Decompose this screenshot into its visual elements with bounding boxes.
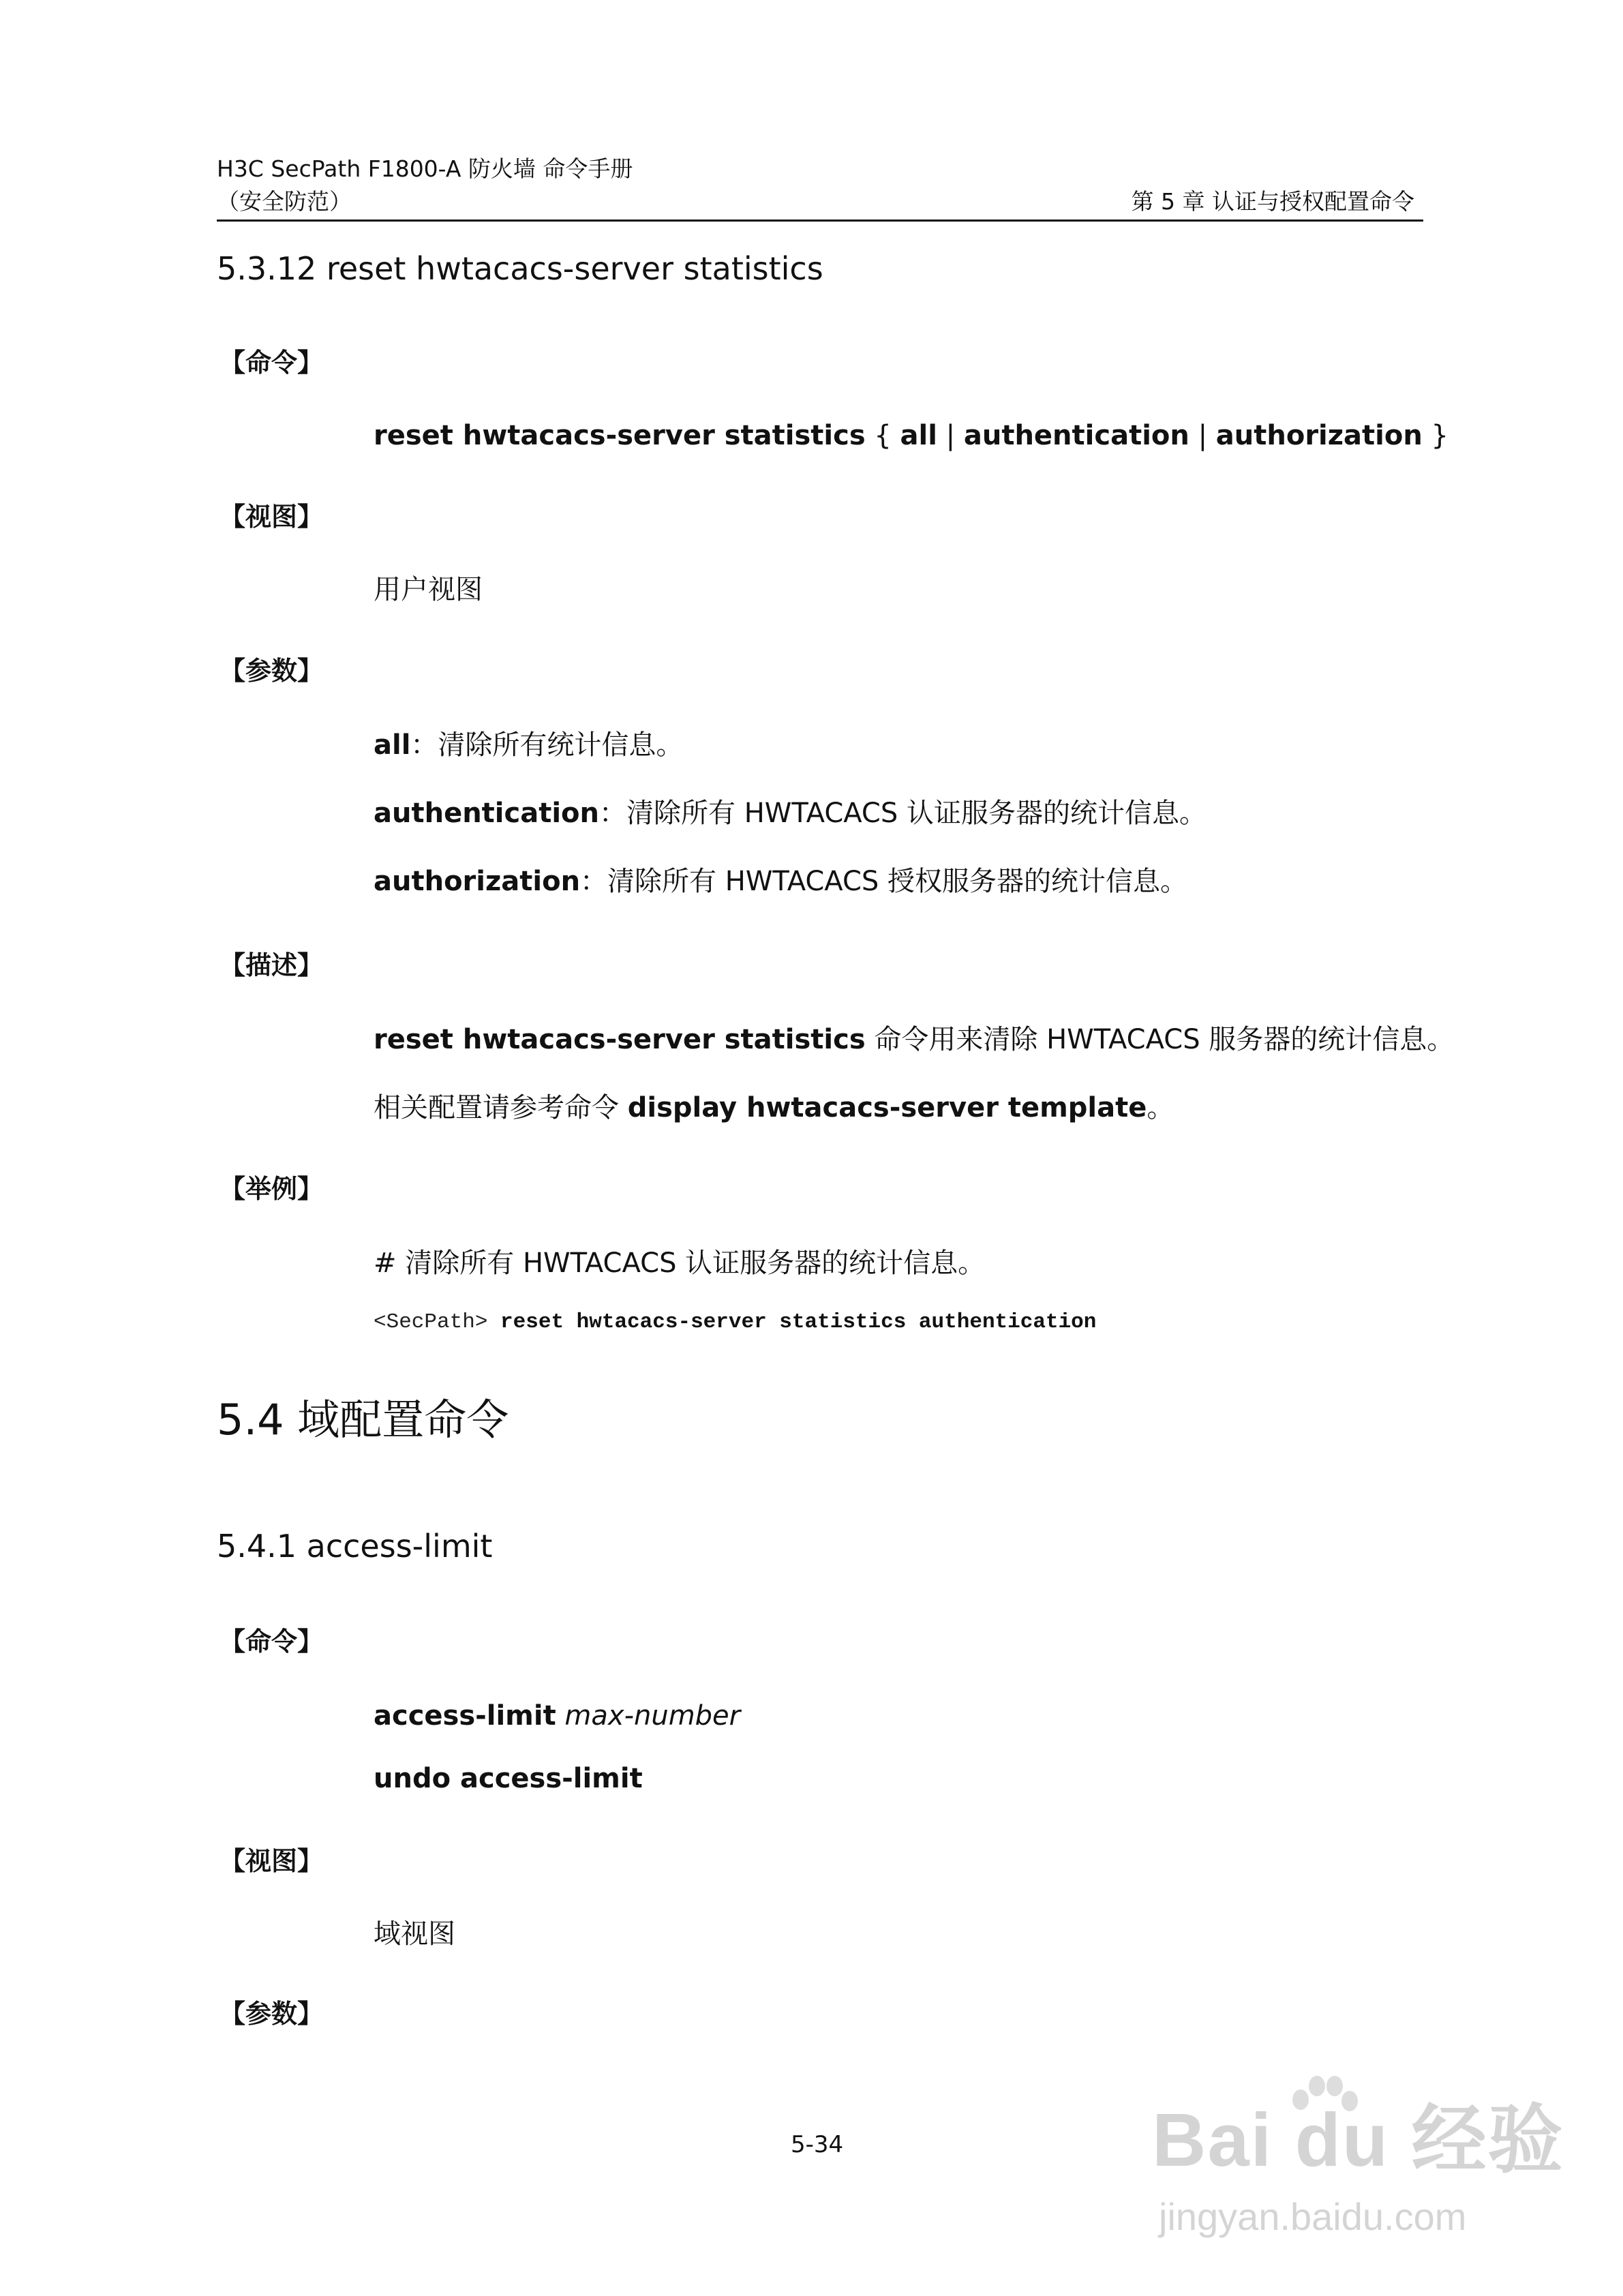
param-name: all	[374, 729, 411, 761]
params-label: 【参数】	[219, 1999, 324, 2029]
param-desc: ：清除所有 HWTACACS 认证服务器的统计信息。	[599, 798, 1207, 829]
param-item	[374, 864, 1187, 898]
command-keyword: access-limit	[374, 1700, 556, 1732]
param-desc: ：清除所有 HWTACACS 授权服务器的统计信息。	[580, 866, 1188, 897]
command-separator: |	[1189, 420, 1216, 451]
command-option-all: all	[900, 420, 937, 451]
header-product-subtitle: （安全防范）	[217, 188, 352, 215]
param-item	[374, 796, 1207, 830]
param-name: authentication	[374, 798, 599, 829]
watermark-logo: Bai du 经验	[1152, 2098, 1564, 2182]
command-option-authorization: authorization	[1215, 420, 1423, 451]
param-desc: ：清除所有统计信息。	[410, 729, 684, 761]
example-prompt: <SecPath>	[374, 1310, 501, 1334]
description-command: reset hwtacacs-server statistics	[374, 1024, 866, 1055]
section-heading-5-4-1: 5.4.1 access-limit	[217, 1528, 493, 1565]
command-brace-close: }	[1422, 420, 1448, 451]
view-value: 域视图	[374, 1918, 455, 1950]
command-option-authentication: authentication	[963, 420, 1189, 451]
param-item	[374, 728, 683, 762]
section-heading-5-3-12: 5.3.12 reset hwtacacs-server statistics	[217, 250, 823, 287]
related-config-text	[374, 1091, 1174, 1125]
command-label: 【命令】	[219, 1627, 324, 1657]
command-brace-open: {	[865, 420, 900, 451]
params-label: 【参数】	[219, 656, 324, 686]
command-keyword: reset hwtacacs-server statistics	[374, 420, 866, 451]
header-chapter-title: 第 5 章 认证与授权配置命令	[1131, 188, 1414, 215]
command-argument: max-number	[556, 1700, 741, 1732]
view-label: 【视图】	[219, 502, 324, 532]
description-text	[374, 1023, 1454, 1057]
command-undo-syntax: undo access-limit	[374, 1763, 643, 1794]
example-command: reset hwtacacs-server statistics authentication	[500, 1310, 1097, 1334]
param-name: authorization	[374, 866, 581, 897]
header-rule	[217, 220, 1423, 222]
description-label: 【描述】	[219, 950, 324, 980]
description-body: 命令用来清除 HWTACACS 服务器的统计信息。	[865, 1024, 1455, 1055]
example-comment: # 清除所有 HWTACACS 认证服务器的统计信息。	[374, 1248, 986, 1279]
page-number: 5-34	[791, 2131, 844, 2158]
section-heading-5-4: 5.4 域配置命令	[217, 1395, 509, 1445]
example-code	[374, 1309, 1096, 1336]
related-prefix: 相关配置请参考命令	[374, 1092, 628, 1123]
command-label: 【命令】	[219, 348, 324, 378]
view-value: 用户视图	[374, 574, 483, 605]
related-command: display hwtacacs-server template	[627, 1092, 1147, 1123]
command-syntax	[374, 419, 1448, 453]
header-product-title: H3C SecPath F1800-A 防火墙 命令手册	[217, 155, 633, 182]
view-label: 【视图】	[219, 1846, 324, 1876]
command-separator: |	[937, 420, 964, 451]
example-label: 【举例】	[219, 1174, 324, 1204]
watermark-url: jingyan.baidu.com	[1159, 2195, 1467, 2238]
related-suffix: 。	[1147, 1092, 1174, 1123]
command-syntax	[374, 1699, 740, 1733]
